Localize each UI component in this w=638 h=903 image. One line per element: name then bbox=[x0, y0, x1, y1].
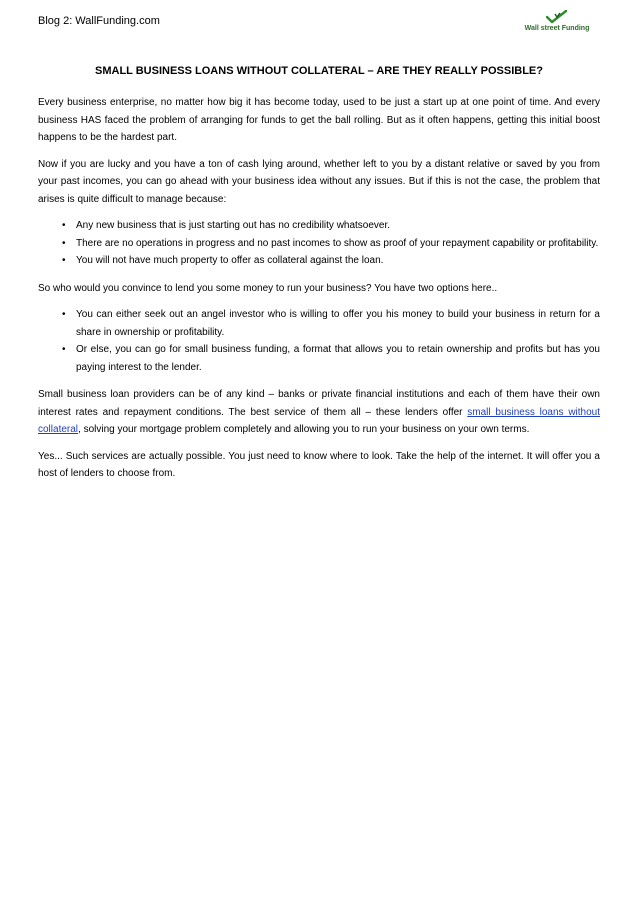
header-text: Blog 2: WallFunding.com bbox=[38, 15, 160, 27]
bullet-icon: • bbox=[62, 237, 66, 249]
bullet-icon: • bbox=[62, 220, 66, 231]
problems-list bbox=[38, 217, 600, 270]
options-list bbox=[38, 306, 600, 376]
article-body bbox=[38, 64, 600, 492]
paragraph-4: Small business loan providers can be of any kind – banks or private financial institutions and each of them have their own interest rates and repayment conditions. The best service of them all – these lenders offer small business loans without collateral, solving your mortgage problem completely and allowing you to run your business on your own terms. bbox=[38, 389, 601, 435]
list-item: • There are no operations in progress and no past incomes to show as proof of your repayment capability or profitability. bbox=[76, 235, 600, 253]
paragraph-3: So who would you convince to lend you some money to run your business? You have two options here.. bbox=[38, 282, 498, 294]
list-item: • You will not have much property to offer as collateral against the loan. bbox=[76, 252, 600, 270]
list-item: • Or else, you can go for small business funding, a format that allows you to retain ownership and profits but has you paying interest to the lender. bbox=[76, 341, 600, 376]
bullet-icon: • bbox=[62, 309, 66, 320]
page-header bbox=[38, 10, 600, 36]
paragraph-2: Now if you are lucky and you have a ton of cash lying around, whether left to you by a distant relative or saved by you from your past incomes, you can go ahead with your business idea without any issues. But if this is not the case, the problem that arises is quite difficult to manage because: bbox=[38, 158, 600, 205]
logo-check-icon bbox=[546, 10, 568, 24]
bullet-icon: • bbox=[62, 255, 66, 266]
list-item: • You can either seek out an angel investor who is willing to offer you his money to build your business in return for a share in ownership or profitability. bbox=[76, 306, 600, 341]
small-business-loans-link[interactable]: small business loans without collateral bbox=[38, 406, 601, 435]
bullet-icon: • bbox=[62, 344, 66, 355]
paragraph-1: Every business enterprise, no matter how big it has become today, used to be just a start up at one point of time. And every business HAS faced the problem of arranging for funds to get the ball rolling. But as it often happens, getting this initial boost happens to be the hardest part. bbox=[38, 97, 600, 143]
logo-text: Wall street Funding bbox=[524, 25, 590, 32]
list-item: • Any new business that is just starting out has no credibility whatsoever. bbox=[76, 217, 600, 235]
paragraph-5: Yes... Such services are actually possible. You just need to know where to look. Take the help of the internet. It will offer you a host of lenders to choose from. bbox=[38, 450, 600, 479]
article-title: SMALL BUSINESS LOANS WITHOUT COLLATERAL – ARE THEY REALLY POSSIBLE? bbox=[95, 65, 543, 77]
wall-street-funding-logo bbox=[516, 10, 598, 36]
